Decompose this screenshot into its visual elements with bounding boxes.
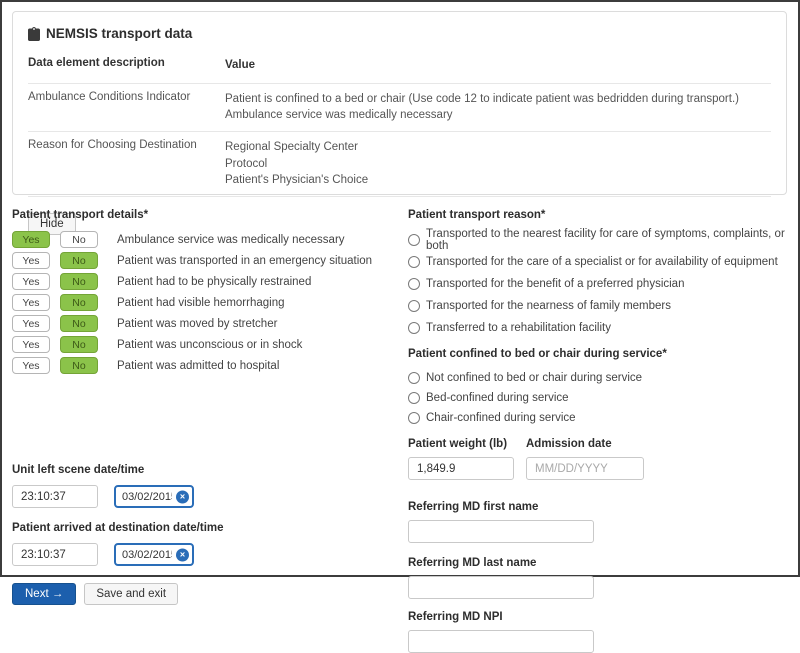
panel-header bbox=[28, 26, 771, 41]
table-row bbox=[28, 84, 771, 132]
unit-left-scene-label: Unit left scene date/time bbox=[12, 464, 145, 476]
yes-button[interactable]: Yes bbox=[12, 252, 50, 269]
admission-date-input[interactable] bbox=[526, 457, 644, 480]
toggle-row bbox=[12, 273, 407, 290]
row-description: Reason for Choosing Destination bbox=[28, 139, 197, 152]
radio-label: Transported for the benefit of a preferred physician bbox=[426, 278, 685, 290]
radio-icon[interactable] bbox=[408, 322, 420, 334]
radio-label: Not confined to bed or chair during service bbox=[426, 372, 643, 384]
panel-title: NEMSIS transport data bbox=[46, 26, 193, 41]
clear-date-icon[interactable]: × bbox=[176, 548, 189, 561]
unit-left-scene-date-field[interactable] bbox=[114, 485, 194, 508]
transport-details-heading: Patient transport details* bbox=[12, 209, 149, 221]
radio-label: Transported to the nearest facility for care of symptoms, complaints, or both bbox=[426, 228, 785, 252]
clipboard-icon bbox=[28, 27, 40, 41]
radio-icon[interactable] bbox=[408, 300, 420, 312]
radio-icon[interactable] bbox=[408, 392, 420, 404]
radio-label: Bed-confined during service bbox=[426, 392, 569, 404]
no-button[interactable]: No bbox=[60, 315, 98, 332]
patient-weight-input[interactable] bbox=[408, 457, 514, 480]
yes-button[interactable]: Yes bbox=[12, 273, 50, 290]
radio-option[interactable] bbox=[408, 317, 787, 339]
row-values bbox=[225, 139, 771, 189]
referring-last-name-group bbox=[408, 557, 787, 599]
toggle-row bbox=[12, 294, 407, 311]
radio-option[interactable] bbox=[408, 251, 787, 273]
admission-date-label: Admission date bbox=[526, 438, 612, 450]
spacer bbox=[408, 480, 787, 501]
save-and-exit-button[interactable]: Save and exit bbox=[84, 583, 178, 605]
yes-button[interactable]: Yes bbox=[12, 357, 50, 374]
transport-details-toggles bbox=[12, 231, 407, 374]
admission-date-group bbox=[526, 438, 644, 480]
radio-option[interactable] bbox=[408, 408, 787, 428]
confined-options bbox=[408, 368, 787, 428]
toggle-label: Patient had to be physically restrained bbox=[117, 275, 312, 288]
unit-left-scene-time-input[interactable] bbox=[12, 485, 98, 508]
transport-reason-options bbox=[408, 229, 787, 339]
row-value-line: Patient is confined to a bed or chair (Use code 12 to indicate patient was bedridden during transport.) bbox=[225, 92, 739, 105]
no-button[interactable]: No bbox=[60, 231, 98, 248]
referring-last-name-label: Referring MD last name bbox=[408, 557, 537, 569]
referring-first-name-input[interactable] bbox=[408, 520, 594, 543]
referring-last-name-input[interactable] bbox=[408, 576, 594, 599]
referring-npi-group bbox=[408, 611, 787, 653]
radio-option[interactable] bbox=[408, 229, 787, 251]
yes-button[interactable]: Yes bbox=[12, 294, 50, 311]
column-header-value: Value bbox=[225, 59, 256, 71]
no-button[interactable]: No bbox=[60, 294, 98, 311]
spacer bbox=[12, 508, 407, 522]
referring-first-name-label: Referring MD first name bbox=[408, 501, 539, 513]
radio-label: Transported for the nearness of family members bbox=[426, 300, 672, 312]
toggle-label: Patient was moved by stretcher bbox=[117, 317, 278, 330]
row-value-line: Ambulance service was medically necessary bbox=[225, 109, 453, 122]
no-button[interactable]: No bbox=[60, 273, 98, 290]
radio-icon[interactable] bbox=[408, 412, 420, 424]
yes-button[interactable]: Yes bbox=[12, 336, 50, 353]
no-button[interactable]: No bbox=[60, 357, 98, 374]
unit-left-scene-date-input[interactable] bbox=[116, 491, 172, 503]
referring-npi-label: Referring MD NPI bbox=[408, 611, 503, 623]
weight-admission-row bbox=[408, 438, 787, 480]
radio-icon[interactable] bbox=[408, 234, 420, 246]
row-description: Ambulance Conditions Indicator bbox=[28, 90, 191, 103]
table-row bbox=[28, 132, 771, 197]
clear-date-icon[interactable]: × bbox=[176, 490, 189, 503]
radio-label: Transported for the care of a specialist or for availability of equipment bbox=[426, 256, 778, 268]
toggle-row bbox=[12, 315, 407, 332]
next-button[interactable]: Next → bbox=[12, 583, 76, 605]
radio-option[interactable] bbox=[408, 273, 787, 295]
toggle-row bbox=[12, 231, 407, 248]
column-header-description: Data element description bbox=[28, 57, 165, 69]
toggle-row bbox=[12, 336, 407, 353]
left-column bbox=[12, 195, 407, 653]
arrived-destination-fields bbox=[12, 543, 407, 566]
row-value-line: Regional Specialty Center bbox=[225, 141, 358, 154]
toggle-label: Patient was transported in an emergency situation bbox=[117, 254, 373, 267]
no-button[interactable]: No bbox=[60, 336, 98, 353]
arrived-destination-time-input[interactable] bbox=[12, 543, 98, 566]
row-values bbox=[225, 91, 771, 124]
hide-button[interactable]: Hide bbox=[28, 213, 76, 235]
radio-option[interactable] bbox=[408, 388, 787, 408]
yes-button[interactable]: Yes bbox=[12, 231, 50, 248]
form-area bbox=[2, 195, 798, 653]
row-value-line: Protocol bbox=[225, 157, 268, 170]
toggle-row bbox=[12, 357, 407, 374]
patient-weight-group bbox=[408, 438, 514, 480]
transport-reason-heading: Patient transport reason* bbox=[408, 209, 546, 221]
arrived-destination-date-field[interactable] bbox=[114, 543, 194, 566]
nemsis-table bbox=[28, 53, 771, 197]
arrived-destination-label: Patient arrived at destination date/time bbox=[12, 522, 224, 534]
right-column bbox=[407, 195, 787, 653]
radio-label: Chair-confined during service bbox=[426, 412, 576, 424]
arrived-destination-date-input[interactable] bbox=[116, 549, 172, 561]
table-header-row bbox=[28, 53, 771, 84]
spacer bbox=[12, 378, 407, 464]
radio-option[interactable] bbox=[408, 368, 787, 388]
footer-buttons bbox=[12, 583, 407, 605]
referring-npi-input[interactable] bbox=[408, 630, 594, 653]
toggle-label: Patient was admitted to hospital bbox=[117, 359, 280, 372]
radio-icon[interactable] bbox=[408, 278, 420, 290]
patient-weight-label: Patient weight (lb) bbox=[408, 438, 508, 450]
toggle-label: Patient had visible hemorrhaging bbox=[117, 296, 285, 309]
radio-option[interactable] bbox=[408, 295, 787, 317]
yes-button[interactable]: Yes bbox=[12, 315, 50, 332]
unit-left-scene-fields bbox=[12, 485, 407, 508]
radio-icon[interactable] bbox=[408, 256, 420, 268]
row-value-line: Patient's Physician's Choice bbox=[225, 174, 369, 187]
toggle-row bbox=[12, 252, 407, 269]
radio-icon[interactable] bbox=[408, 372, 420, 384]
toggle-label: Ambulance service was medically necessary bbox=[117, 233, 345, 246]
radio-label: Transferred to a rehabilitation facility bbox=[426, 322, 611, 334]
confined-heading: Patient confined to bed or chair during service* bbox=[408, 348, 667, 360]
no-button[interactable]: No bbox=[60, 252, 98, 269]
referring-first-name-group bbox=[408, 501, 787, 543]
toggle-label: Patient was unconscious or in shock bbox=[117, 338, 303, 351]
